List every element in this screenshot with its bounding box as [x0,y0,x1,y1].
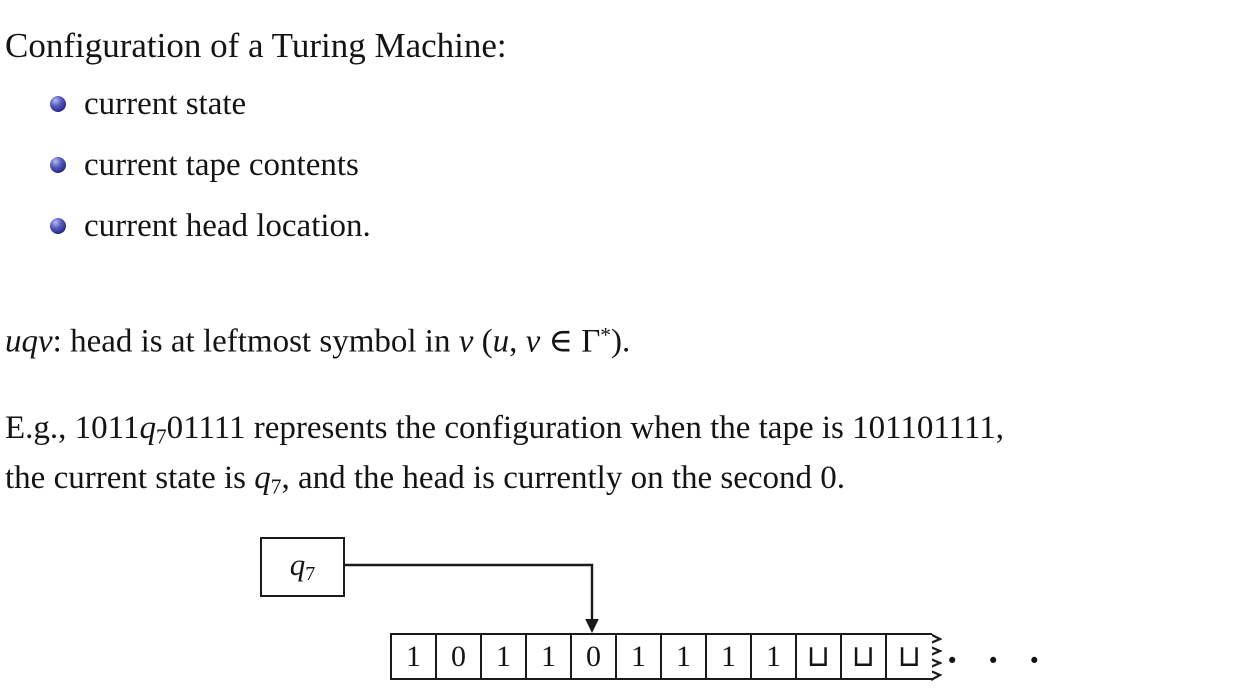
tape-cell: ⊔ [897,640,922,673]
tape-cell: ⊔ [842,635,887,678]
tape-cell: 0 [437,635,482,678]
bullet-icon [50,96,66,112]
tape-cell: 1 [392,635,437,678]
bullet-label: current tape contents [84,146,359,183]
tape-cell: 1 [752,635,797,678]
tape-cell: 1 [482,635,527,678]
bullet-item [50,84,246,124]
uqv-definition-line: uqv: head is at leftmost symbol in v (u, v ∈ Γ*). [5,323,631,360]
head-pointer-line [345,565,592,620]
tape [390,633,932,680]
tape-ellipsis: • • • [946,649,1052,673]
tape-cell: 1 [527,635,572,678]
page-title: Configuration of a Turing Machine: [5,26,507,65]
bullet-label: current head location. [84,207,371,244]
state-box-label: $q_7$ [289,547,316,586]
bullet-label: current state [84,85,247,122]
example-line-2: the current state is $q_7$, and the head is currently on the second 0. [5,460,846,499]
bullet-item [50,145,359,185]
bullet-icon [50,157,66,173]
tape-cell: 1 [617,635,662,678]
tape-cell: 0 [572,635,617,678]
tape-cell: 1 [662,635,707,678]
bullet-icon [50,218,66,234]
head-pointer-arrowhead-icon [585,619,599,633]
state-box [260,537,345,597]
bullet-item [50,206,371,246]
tape-cell: 1 [707,635,752,678]
tape-cell: ⊔ [797,635,842,678]
example-line-1: E.g., $1011q_701111$ represents the configuration when the tape is 101101111, [5,410,1004,449]
